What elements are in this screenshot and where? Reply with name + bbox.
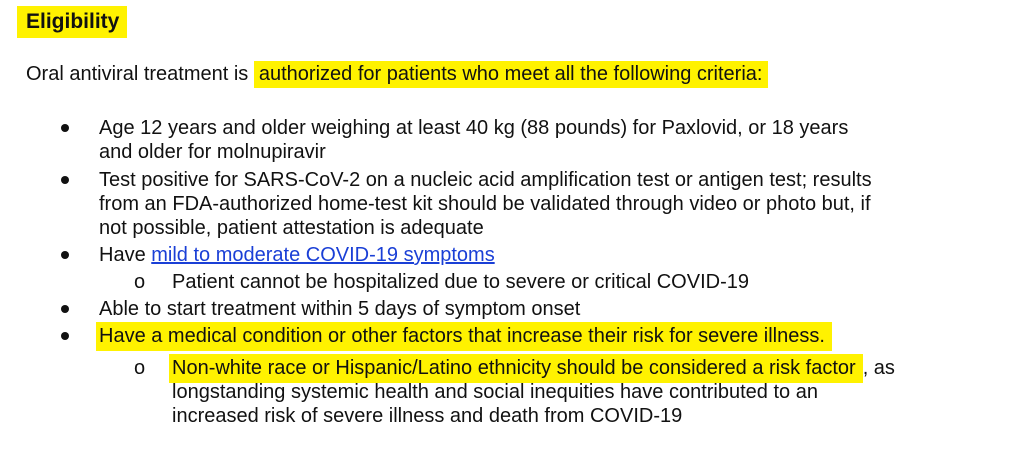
section-heading: Eligibility [17,6,127,38]
bullet-icon [61,176,69,184]
sub-criterion-line: increased risk of severe illness and death from COVID-19 [172,405,683,427]
bullet-icon [61,305,69,313]
criterion-line: and older for molnupiravir [99,141,326,163]
risk-highlighted-text: Have a medical condition or other factors that increase their risk for severe illness. [96,322,832,351]
race-rest-text: , as [862,357,895,379]
bullet-icon [61,124,69,132]
criterion-start-treatment [99,297,580,321]
bullet-icon [61,332,69,340]
criterion-line: not possible, patient attestation is adequate [99,217,484,239]
intro-plain-text: Oral antiviral treatment is [26,63,254,85]
criterion-line: Able to start treatment within 5 days of symptom onset [99,298,581,320]
criterion-prefix: Have [99,244,152,266]
sub-bullet-icon: o [134,271,146,293]
sub-criterion-not-hospitalized: Patient cannot be hospitalized due to severe or critical COVID-19 [172,271,749,293]
criterion-line: from an FDA-authorized home-test kit should be validated through video or photo but, if [99,193,871,215]
criterion-test-positive [99,168,872,240]
criterion-age [99,116,848,164]
intro-highlighted-text: authorized for patients who meet all the following criteria: [254,61,769,88]
intro-sentence [26,60,768,88]
criterion-risk-factors [99,324,832,348]
criterion-symptoms [99,243,495,267]
criterion-line: Age 12 years and older weighing at least 40 kg (88 pounds) for Paxlovid, or 18 years [99,117,849,139]
symptoms-link[interactable]: mild to moderate COVID-19 symptoms [151,244,495,266]
sub-criterion-first-line [172,356,895,380]
sub-criterion-line: longstanding systemic health and social inequities have contributed to an [172,381,818,403]
bullet-icon [61,251,69,259]
sub-bullet-icon: o [134,357,146,379]
sub-criterion-race-ethnicity [172,356,895,428]
criterion-line: Test positive for SARS-CoV-2 on a nucleic acid amplification test or antigen test; results [99,169,872,191]
race-highlighted-text: Non-white race or Hispanic/Latino ethnicity should be considered a risk factor [169,354,863,383]
